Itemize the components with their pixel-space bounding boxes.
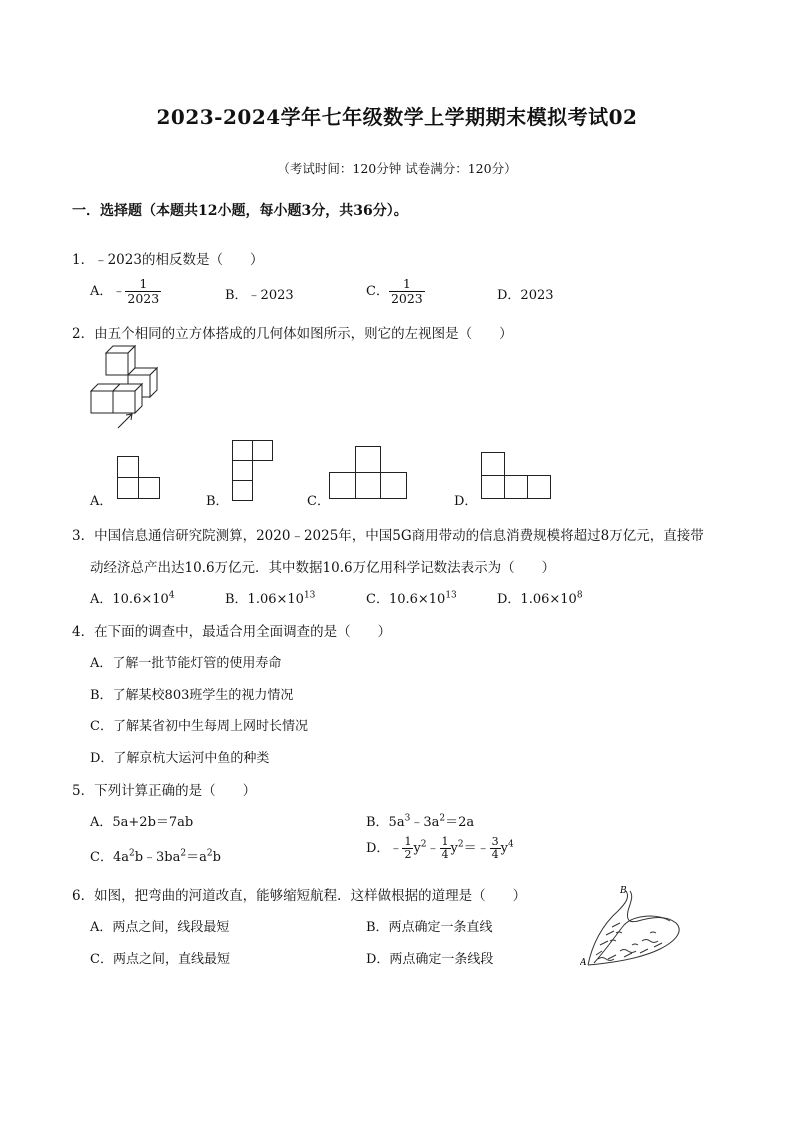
question-1-option-d: D．2023 <box>497 288 554 303</box>
question-3-line-1: 3．中国信息通信研究院测算，2020﹣2025年，中国5G商用带动的信息消费规模将超过8万亿元，直接带 <box>72 528 704 544</box>
cube-stack-figure <box>84 340 174 430</box>
page-title: 2023-2024学年七年级数学上学期期末模拟考试02 <box>156 105 638 129</box>
view-option-c-figure <box>329 446 411 502</box>
question-2-option-d: D． <box>454 494 478 509</box>
question-3-option-c: C．$10.6\times 10^{13}$ <box>366 590 457 607</box>
question-6-option-c: C．两点之间，直线最短 <box>90 952 230 967</box>
exam-info: （考试时间：120分钟 试卷满分：120分） <box>277 161 517 176</box>
question-1-option-a: A．﹣ $\frac{1}{2023}$ <box>90 276 160 306</box>
question-2-option-c: C． <box>307 494 330 509</box>
question-1-option-b: B．﹣2023 <box>225 288 294 303</box>
question-6-stem: 6．如图，把弯曲的河道改直，能够缩短航程．这样做根据的道理是（ ） <box>72 888 527 904</box>
view-option-b-figure <box>232 440 278 504</box>
section-heading: 一．选择题（本题共12小题，每小题3分，共36分）。 <box>72 203 408 219</box>
question-5-option-c: C．$4a^2b﹣3ba^2=a^2b$ <box>90 848 221 865</box>
question-3-option-d: D．$1.06\times 10^8$ <box>497 590 583 607</box>
question-5-stem: 5．下列计算正确的是（ ） <box>72 783 257 799</box>
question-6-option-a: A．两点之间，线段最短 <box>90 920 230 935</box>
question-1-option-c: C． $\frac{1}{2023}$ <box>366 276 423 306</box>
question-4-option-c: C．了解某省初中生每周上网时长情况 <box>90 719 308 734</box>
point-b-label: B <box>620 886 627 896</box>
question-4-option-b: B．了解某校803班学生的视力情况 <box>90 688 294 703</box>
river-figure <box>580 885 690 980</box>
question-3-option-b: B．$1.06\times 10^{13}$ <box>225 590 316 607</box>
question-4-option-d: D．了解京杭大运河中鱼的种类 <box>90 751 270 766</box>
question-4-stem: 4．在下面的调查中，最适合用全面调查的是（ ） <box>72 624 392 640</box>
question-2-option-a: A． <box>90 494 113 509</box>
question-2-option-b: B． <box>206 494 229 509</box>
question-6-option-d: D．两点确定一条线段 <box>366 952 494 967</box>
question-3-option-a: A．$10.6\times 10^4$ <box>90 590 175 607</box>
view-option-a-figure <box>117 456 163 502</box>
point-a-label: A <box>580 958 587 968</box>
question-3-line-2: 动经济总产出达10.6万亿元．其中数据10.6万亿用科学记数法表示为（ ） <box>90 560 556 576</box>
question-2-stem: 2．由五个相同的立方体搭成的几何体如图所示，则它的左视图是（ ） <box>72 326 513 342</box>
view-option-d-figure <box>481 452 555 502</box>
question-6-option-b: B．两点确定一条直线 <box>366 920 493 935</box>
question-5-option-d: D．﹣ $\frac{1}{2}$ $y^2﹣$ $\frac{1}{4}$ $y^2=﹣$ $\frac{3}{4}$ $y^4$ <box>366 835 514 861</box>
question-5-option-a: A．5a+2b＝7ab <box>90 815 194 830</box>
question-4-option-a: A．了解一批节能灯管的使用寿命 <box>90 656 282 671</box>
question-1-stem: 1．﹣2023的相反数是（ ） <box>72 252 264 268</box>
question-5-option-b: B．$5a^3﹣3a^2=2a$ <box>366 813 475 830</box>
